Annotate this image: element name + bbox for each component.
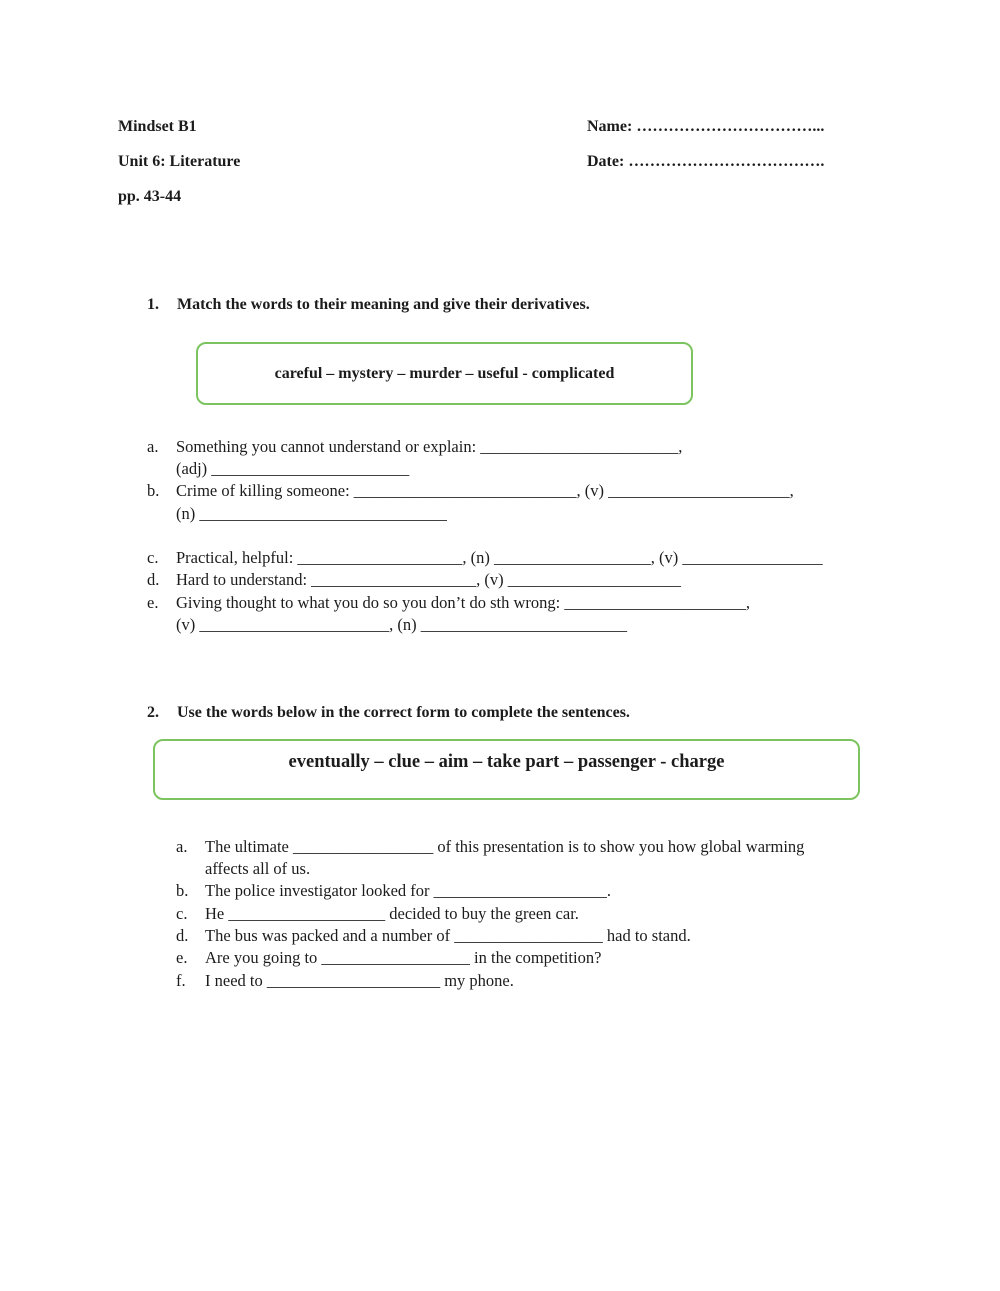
section2-word-list: eventually – clue – aim – take part – passenger - charge bbox=[288, 752, 725, 772]
s1-item-c-text[interactable]: Practical, helpful: ____________________, (n) ___________________, (v) _________________ bbox=[176, 548, 823, 567]
name-field[interactable]: Name: ……………………………... bbox=[587, 118, 825, 135]
section1-number: 1. bbox=[147, 296, 159, 313]
s2-item-c-text[interactable]: He ___________________ decided to buy the green car. bbox=[205, 904, 579, 923]
course-title: Mindset B1 bbox=[118, 118, 197, 135]
s2-item-a-text[interactable]: The ultimate _________________ of this presentation is to show you how global warming bbox=[205, 837, 805, 856]
s1-item-a-letter: a. bbox=[147, 437, 159, 456]
s2-item-b-text[interactable]: The police investigator looked for _____________________. bbox=[205, 881, 612, 900]
s2-item-e-letter: e. bbox=[176, 948, 188, 967]
s1-item-a-text-cont[interactable]: (adj) ________________________ bbox=[176, 459, 410, 478]
s2-item-f-letter: f. bbox=[176, 971, 186, 990]
section2-number: 2. bbox=[147, 704, 159, 721]
s2-item-a-letter: a. bbox=[176, 837, 188, 856]
s1-item-e-text-cont[interactable]: (v) _______________________, (n) _________________________ bbox=[176, 615, 627, 634]
s1-item-d-text[interactable]: Hard to understand: ____________________, (v) _____________________ bbox=[176, 570, 682, 589]
s1-item-c-letter: c. bbox=[147, 548, 159, 567]
s2-item-c-letter: c. bbox=[176, 904, 188, 923]
s2-item-d-text[interactable]: The bus was packed and a number of __________________ had to stand. bbox=[205, 926, 691, 945]
section2-word-box bbox=[153, 739, 860, 800]
s2-item-b-letter: b. bbox=[176, 881, 189, 900]
s1-item-d-letter: d. bbox=[147, 570, 160, 589]
unit-title: Unit 6: Literature bbox=[118, 153, 241, 170]
section1-word-list: careful – mystery – murder – useful - complicated bbox=[274, 364, 615, 382]
s2-item-d-letter: d. bbox=[176, 926, 189, 945]
s1-item-a-text[interactable]: Something you cannot understand or explain: ________________________, bbox=[176, 437, 683, 456]
section1-word-box bbox=[196, 342, 693, 405]
s1-item-e-text[interactable]: Giving thought to what you do so you don’t do sth wrong: ______________________, bbox=[176, 593, 750, 612]
pages-ref: pp. 43-44 bbox=[118, 188, 182, 205]
section1-title: Match the words to their meaning and give their derivatives. bbox=[177, 296, 590, 313]
s2-item-e-text[interactable]: Are you going to __________________ in the competition? bbox=[205, 948, 602, 967]
s1-item-b-text-cont[interactable]: (n) ______________________________ bbox=[176, 504, 447, 523]
date-field[interactable]: Date: ………………………………. bbox=[587, 153, 825, 170]
s1-item-e-letter: e. bbox=[147, 593, 159, 612]
s2-item-a-text-cont: affects all of us. bbox=[205, 859, 311, 878]
s1-item-b-letter: b. bbox=[147, 481, 160, 500]
section2-title: Use the words below in the correct form to complete the sentences. bbox=[177, 704, 630, 721]
s1-item-b-text[interactable]: Crime of killing someone: ___________________________, (v) ______________________, bbox=[176, 481, 794, 500]
s2-item-f-text[interactable]: I need to _____________________ my phone. bbox=[205, 971, 514, 990]
